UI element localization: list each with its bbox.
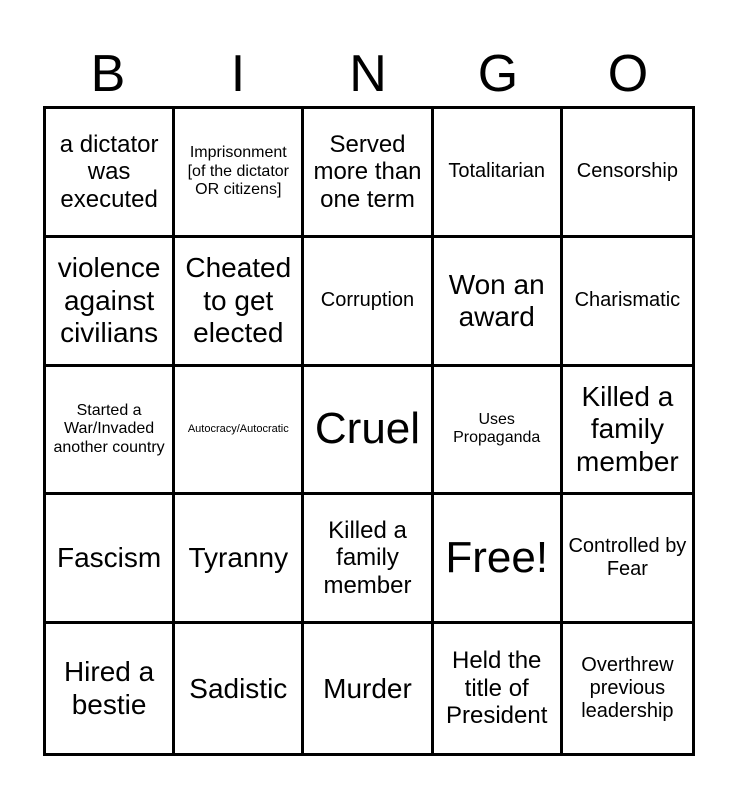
cell-text: Murder bbox=[323, 672, 412, 704]
cell-text: a dictator was executed bbox=[59, 130, 159, 213]
header-letter-i: I bbox=[230, 45, 246, 103]
bingo-cell[interactable] bbox=[46, 109, 175, 238]
cell-text: Totalitarian bbox=[448, 160, 546, 183]
bingo-cell[interactable] bbox=[434, 109, 563, 238]
bingo-header bbox=[43, 44, 693, 104]
bingo-cell[interactable] bbox=[175, 367, 304, 496]
bingo-cell[interactable] bbox=[563, 624, 692, 753]
cell-text: Won an award bbox=[448, 268, 545, 332]
bingo-cell[interactable] bbox=[175, 238, 304, 367]
header-letter-b: B bbox=[90, 45, 126, 103]
cell-text: Charismatic bbox=[574, 289, 681, 312]
cell-text: Fascism bbox=[56, 542, 162, 574]
free-space[interactable] bbox=[434, 495, 563, 624]
cell-text: Held the title of President bbox=[446, 647, 548, 730]
cell-text: Sadistic bbox=[189, 672, 288, 704]
cell-text: Hired a bestie bbox=[63, 656, 155, 720]
bingo-cell[interactable] bbox=[46, 238, 175, 367]
cell-text: Censorship bbox=[576, 160, 678, 183]
bingo-cell[interactable] bbox=[304, 109, 433, 238]
cell-text: Corruption bbox=[320, 289, 415, 312]
bingo-cell[interactable] bbox=[563, 495, 692, 624]
bingo-cell[interactable] bbox=[46, 495, 175, 624]
bingo-cell[interactable] bbox=[563, 367, 692, 496]
bingo-cell[interactable] bbox=[434, 238, 563, 367]
cell-text: Uses Propaganda bbox=[453, 411, 541, 447]
header-letter-o: O bbox=[607, 45, 649, 103]
cell-text: Autocracy/Autocratic bbox=[187, 423, 289, 436]
cell-text: Killed a family member bbox=[576, 381, 679, 477]
cell-text: Killed a family member bbox=[323, 516, 412, 600]
cell-text: Controlled by Fear bbox=[568, 535, 687, 581]
bingo-cell[interactable] bbox=[175, 495, 304, 624]
bingo-cell[interactable] bbox=[175, 624, 304, 753]
bingo-cell[interactable] bbox=[434, 367, 563, 496]
bingo-board bbox=[43, 106, 695, 756]
bingo-cell[interactable] bbox=[304, 367, 433, 496]
bingo-cell[interactable] bbox=[175, 109, 304, 238]
cell-text: violence against civilians bbox=[57, 252, 161, 348]
cell-text: Cruel bbox=[314, 404, 421, 454]
bingo-cell[interactable] bbox=[46, 367, 175, 496]
header-letter-n: N bbox=[349, 45, 387, 103]
bingo-cell[interactable] bbox=[304, 624, 433, 753]
cell-text: Imprisonment [of the dictator OR citizens] bbox=[187, 144, 289, 199]
bingo-cell[interactable] bbox=[46, 624, 175, 753]
cell-text: Started a War/Invaded another country bbox=[53, 401, 165, 456]
bingo-cell[interactable] bbox=[304, 238, 433, 367]
bingo-cell[interactable] bbox=[563, 238, 692, 367]
bingo-cell[interactable] bbox=[434, 624, 563, 753]
cell-text: Free! bbox=[445, 532, 549, 582]
cell-text: Cheated to get elected bbox=[185, 252, 292, 348]
bingo-cell[interactable] bbox=[563, 109, 692, 238]
cell-text: Overthrew previous leadership bbox=[581, 654, 674, 723]
cell-text: Tyranny bbox=[188, 542, 289, 574]
bingo-cell[interactable] bbox=[304, 495, 433, 624]
cell-text: Served more than one term bbox=[313, 130, 422, 213]
header-letter-g: G bbox=[477, 45, 519, 103]
